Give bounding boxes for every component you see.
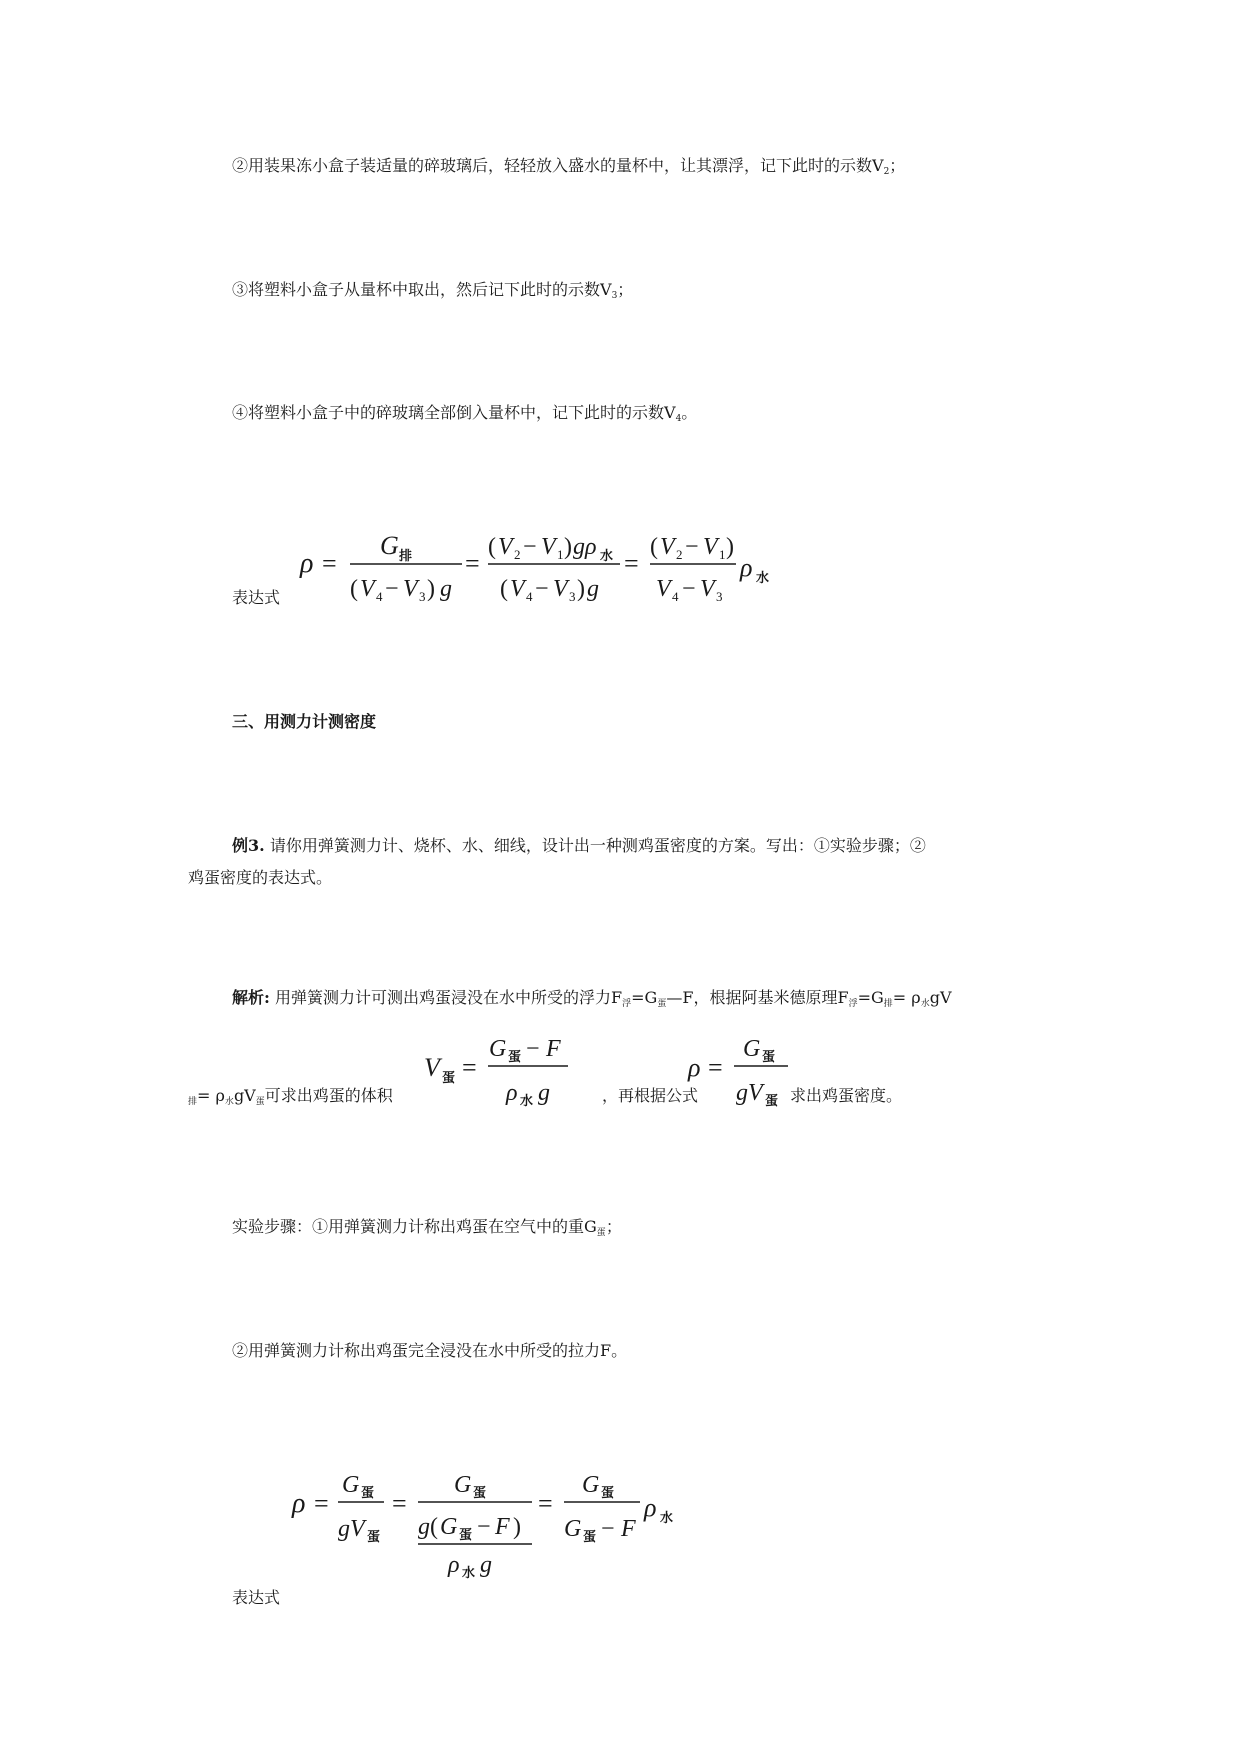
svg-text:=: = [462, 1053, 477, 1082]
analysis-sub: 水 [224, 1097, 234, 1107]
svg-text:V: V [700, 576, 715, 602]
step-2 [232, 156, 906, 177]
expression-1-label: 表达式 [232, 588, 281, 607]
procedure-end: ； [605, 1217, 622, 1236]
svg-text:水: 水 [756, 571, 770, 586]
analysis-sub: 蛋 [255, 1097, 265, 1107]
svg-text:ρ: ρ [644, 1493, 657, 1522]
svg-text:F: F [621, 1516, 636, 1542]
svg-text:): ) [513, 1514, 521, 1540]
svg-text:G: G [454, 1472, 472, 1498]
svg-text:(: ( [430, 1514, 438, 1540]
svg-text:−: − [601, 1516, 615, 1542]
analysis-text-b: =G [631, 988, 658, 1007]
svg-text:V: V [498, 534, 513, 560]
step-3-end: ； [617, 280, 634, 299]
svg-text:g: g [418, 1514, 430, 1540]
analysis-sub: 排 [883, 999, 893, 1009]
step-3-text: ③将塑料小盒子从量杯中取出，然后记下此时的示数V [232, 280, 612, 299]
analysis-line-2c: 求出鸡蛋密度。 [790, 1086, 903, 1105]
analysis-text: gV [233, 1086, 256, 1105]
svg-text:F: F [546, 1036, 561, 1062]
svg-text:ρ: ρ [448, 1552, 460, 1578]
svg-text:蛋: 蛋 [473, 1486, 487, 1501]
svg-text:排: 排 [399, 549, 413, 564]
svg-text:−: − [535, 576, 549, 602]
analysis-line-1: 解析: 用弹簧测力计可测出鸡蛋浸没在水中所受的浮力F浮=G蛋—F，根据阿基米德原理F浮=G排= ρ水gV [232, 988, 952, 1009]
step-4-text: ④将塑料小盒子中的碎玻璃全部倒入量杯中，记下此时的示数V [232, 403, 676, 422]
svg-text:G: G [743, 1036, 761, 1062]
svg-text:G: G [380, 531, 399, 560]
svg-text:gρ: gρ [573, 534, 597, 560]
analysis-sub: 浮 [848, 999, 858, 1009]
analysis-text: = ρ [197, 1086, 225, 1105]
svg-text:gV: gV [736, 1080, 763, 1106]
svg-text:ρ: ρ [300, 548, 314, 579]
svg-text:−: − [685, 534, 699, 560]
analysis-sub: 浮 [622, 999, 632, 1009]
svg-text:G: G [342, 1472, 360, 1498]
procedure-sub: 蛋 [596, 1228, 606, 1238]
svg-text:g: g [480, 1552, 492, 1578]
svg-text:G: G [564, 1516, 582, 1542]
svg-text:3: 3 [419, 589, 426, 604]
svg-text:): ) [577, 576, 585, 602]
svg-text:蛋: 蛋 [508, 1050, 522, 1065]
procedure-step-1 [232, 1217, 622, 1238]
step-2-end: ； [889, 156, 906, 175]
svg-text:V: V [660, 534, 675, 560]
step-3 [232, 280, 634, 301]
step-2-text: ②用装果冻小盒子装适量的碎玻璃后，轻轻放入盛水的量杯中，让其漂浮，记下此时的示数V [232, 156, 884, 175]
svg-text:G: G [489, 1036, 507, 1062]
svg-text:−: − [385, 576, 399, 602]
svg-text:=: = [538, 1489, 553, 1518]
svg-text:蛋: 蛋 [601, 1486, 615, 1501]
svg-text:g: g [440, 576, 452, 602]
svg-text:(: ( [650, 534, 658, 560]
svg-text:−: − [477, 1514, 491, 1540]
svg-text:蛋: 蛋 [442, 1071, 456, 1086]
svg-text:=: = [465, 549, 480, 578]
svg-text:): ) [427, 576, 435, 602]
svg-text:1: 1 [557, 547, 564, 562]
svg-text:V: V [703, 534, 718, 560]
svg-text:ρ: ρ [740, 553, 753, 582]
svg-text:−: − [523, 534, 537, 560]
analysis-text-c: —F，根据阿基米德原理F [666, 988, 849, 1007]
analysis-text-e: = ρ [892, 988, 921, 1007]
svg-text:): ) [564, 534, 572, 560]
svg-text:1: 1 [719, 547, 726, 562]
svg-text:V: V [360, 576, 375, 602]
svg-text:V: V [424, 1053, 440, 1082]
svg-text:3: 3 [569, 589, 576, 604]
svg-text:2: 2 [676, 547, 683, 562]
step-4-end: 。 [681, 403, 698, 422]
svg-text:蛋: 蛋 [765, 1094, 779, 1109]
analysis-line-2b: ，再根据公式 [602, 1086, 699, 1105]
analysis-sub: 水 [920, 999, 930, 1009]
analysis-sub: 排 [188, 1097, 198, 1107]
analysis-text-f: gV [929, 988, 952, 1007]
svg-text:ρ: ρ [292, 1488, 306, 1519]
analysis-text-d: =G [857, 988, 884, 1007]
svg-text:水: 水 [462, 1566, 476, 1581]
egg-volume-formula [424, 1030, 584, 1110]
analysis-line-2a [188, 1086, 393, 1107]
svg-text:(: ( [488, 534, 496, 560]
svg-text:): ) [726, 534, 734, 560]
density-formula-1 [300, 530, 780, 610]
analysis-label: 解析 [232, 988, 265, 1007]
svg-text:g: g [538, 1080, 550, 1106]
step-2-sub: 2 [883, 167, 890, 177]
svg-text:4: 4 [526, 589, 533, 604]
svg-text:(: ( [500, 576, 508, 602]
analysis-text-a: 用弹簧测力计可测出鸡蛋浸没在水中所受的浮力F [275, 988, 623, 1007]
svg-text:g: g [587, 576, 599, 602]
svg-text:−: − [526, 1036, 540, 1062]
svg-text:水: 水 [520, 1094, 534, 1109]
step-3-sub: 3 [611, 291, 618, 301]
svg-text:=: = [708, 1053, 723, 1082]
svg-text:ρ: ρ [506, 1080, 518, 1106]
svg-text:水: 水 [660, 1511, 674, 1526]
example-3-line-1 [232, 838, 926, 854]
svg-text:V: V [553, 576, 568, 602]
step-4-sub: 4 [675, 414, 682, 424]
svg-text:G: G [440, 1514, 458, 1540]
svg-text:=: = [392, 1489, 407, 1518]
procedure-intro: 实验步骤：①用弹簧测力计称出鸡蛋在空气中的重G [232, 1217, 597, 1236]
example-3-line-2: 鸡蛋密度的表达式。 [188, 868, 333, 887]
svg-text:G: G [582, 1472, 600, 1498]
svg-text:2: 2 [514, 547, 521, 562]
procedure-step-2: ②用弹簧测力计称出鸡蛋完全浸没在水中所受的拉力F。 [232, 1341, 628, 1360]
svg-text:V: V [541, 534, 556, 560]
density-formula-2 [292, 1468, 692, 1581]
svg-text:蛋: 蛋 [367, 1530, 381, 1545]
svg-text:=: = [624, 549, 639, 578]
svg-text:V: V [510, 576, 525, 602]
svg-text:蛋: 蛋 [583, 1530, 597, 1545]
step-4 [232, 403, 698, 424]
svg-text:蛋: 蛋 [361, 1486, 375, 1501]
svg-text:蛋: 蛋 [762, 1050, 776, 1065]
svg-text:=: = [314, 1489, 329, 1518]
egg-density-formula-short [688, 1030, 798, 1110]
svg-text:ρ: ρ [688, 1053, 701, 1082]
expression-2-label: 表达式 [232, 1588, 281, 1607]
svg-text:3: 3 [716, 589, 723, 604]
svg-text:gV: gV [338, 1516, 365, 1542]
svg-text:=: = [322, 549, 337, 578]
svg-text:V: V [656, 576, 671, 602]
svg-text:V: V [403, 576, 418, 602]
example-3-text: 请你用弹簧测力计、烧杯、水、细线，设计出一种测鸡蛋密度的方案。写出：①实验步骤；② [269, 836, 926, 855]
analysis-text: 可求出鸡蛋的体积 [264, 1086, 393, 1105]
svg-text:−: − [682, 576, 696, 602]
example-3-label: 例3. [232, 836, 265, 855]
section-heading: 三、用测力计测密度 [232, 712, 377, 731]
svg-text:水: 水 [600, 549, 614, 564]
svg-text:F: F [495, 1514, 510, 1540]
svg-text:4: 4 [376, 589, 383, 604]
svg-text:4: 4 [672, 589, 679, 604]
analysis-sub: 蛋 [657, 999, 667, 1009]
svg-text:蛋: 蛋 [459, 1528, 473, 1543]
svg-text:(: ( [350, 576, 358, 602]
